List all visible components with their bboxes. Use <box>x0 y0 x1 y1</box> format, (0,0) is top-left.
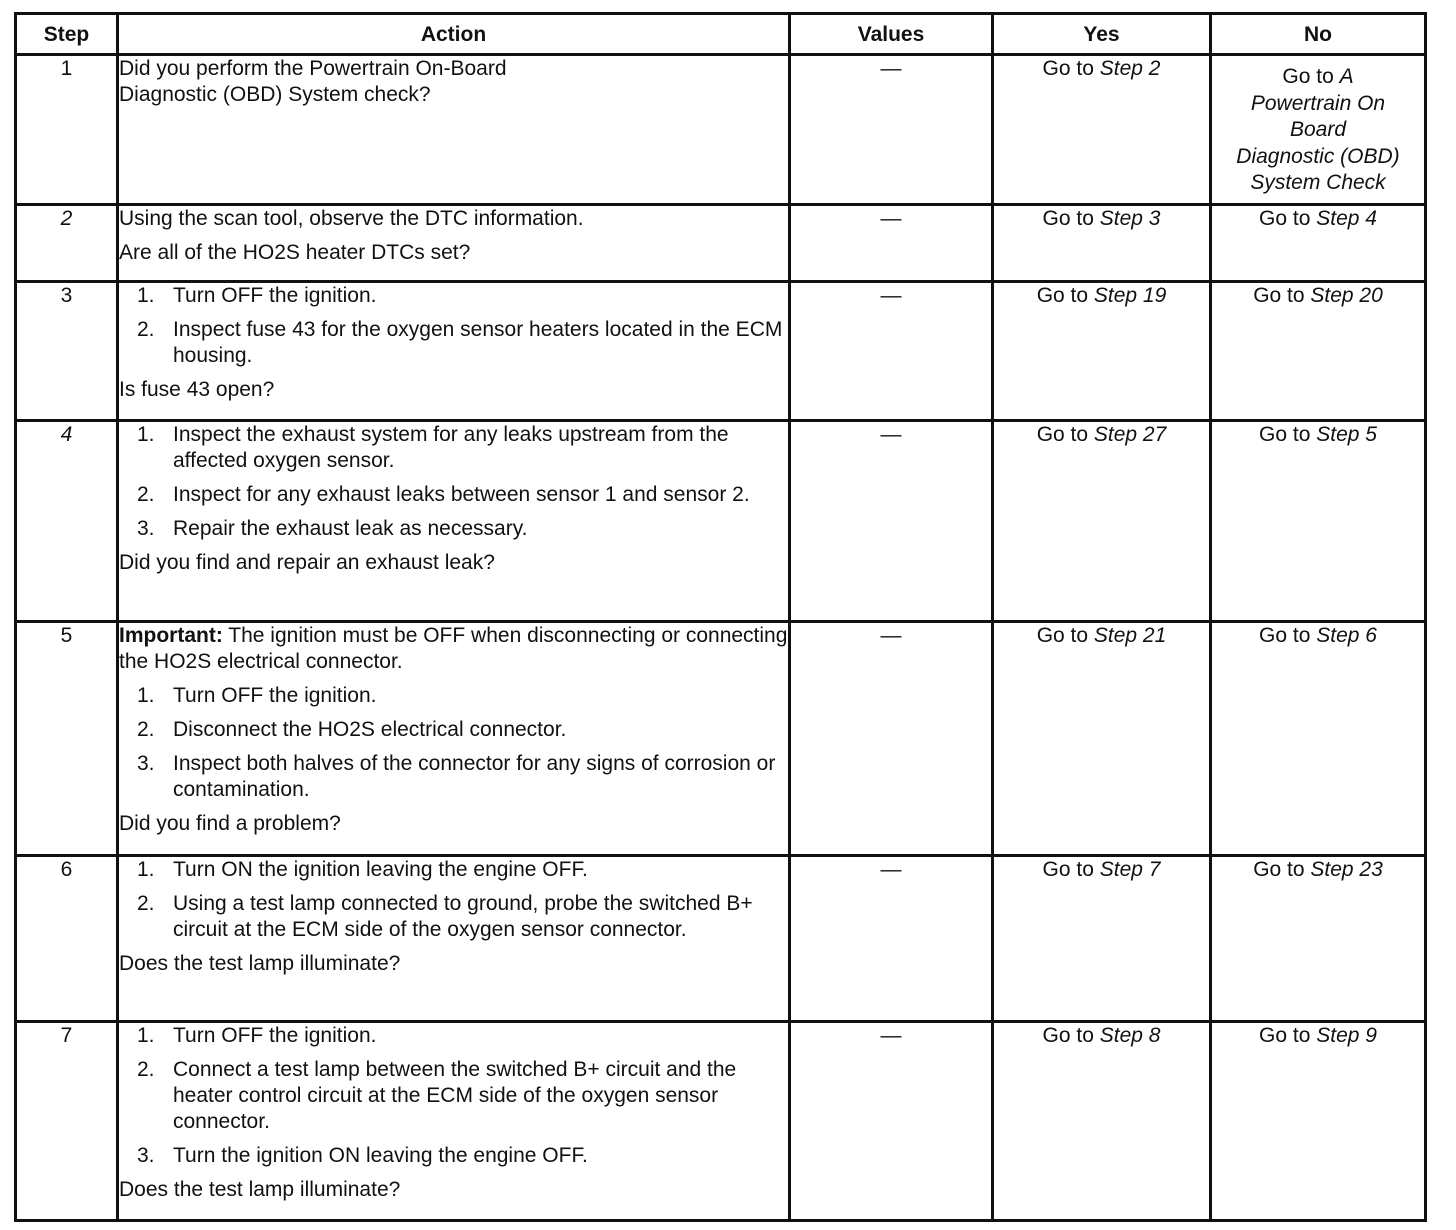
no-link-line: System Check <box>1250 171 1386 194</box>
no-step-link: Step 6 <box>1316 624 1377 647</box>
action-cell <box>118 856 790 1022</box>
header-yes: Yes <box>993 14 1211 55</box>
table-row <box>16 421 1426 622</box>
no-prefix: Go to <box>1259 423 1317 446</box>
action-intro: Using the scan tool, observe the DTC information. <box>119 207 584 230</box>
action-cell <box>118 622 790 856</box>
item-number: 1. <box>137 684 155 707</box>
item-text: Using a test lamp connected to ground, probe the switched B+ circuit at the ECM side of the oxygen sensor connector. <box>173 892 753 941</box>
no-cell <box>1211 205 1426 282</box>
item-number: 2. <box>137 1058 155 1081</box>
action-step-item <box>119 1143 788 1169</box>
yes-cell <box>993 282 1211 421</box>
values-cell: — <box>790 282 993 421</box>
action-step-item <box>119 317 788 369</box>
header-values: Values <box>790 14 993 55</box>
table-row <box>16 282 1426 421</box>
action-steps-list <box>119 1023 788 1169</box>
no-link-line: Diagnostic (OBD) <box>1236 144 1400 168</box>
item-number: 1. <box>137 1024 155 1047</box>
action-text-line: Diagnostic (OBD) System check? <box>119 83 431 106</box>
action-cell <box>118 1022 790 1221</box>
action-cell <box>118 55 790 205</box>
no-cell <box>1211 856 1426 1022</box>
item-number: 2. <box>137 718 155 741</box>
yes-cell <box>993 1022 1211 1221</box>
no-link-line: A <box>1339 65 1354 88</box>
yes-step-link: Step 21 <box>1093 624 1167 647</box>
step-number: 6 <box>16 856 118 1022</box>
table-row <box>16 55 1426 205</box>
values-cell: — <box>790 856 993 1022</box>
item-text: Turn OFF the ignition. <box>173 684 377 707</box>
item-number: 2. <box>137 483 155 506</box>
item-number: 3. <box>137 752 155 775</box>
item-number: 1. <box>137 423 155 446</box>
step-number: 7 <box>16 1022 118 1221</box>
action-step-item <box>119 516 788 542</box>
yes-prefix: Go to <box>1042 1024 1100 1047</box>
no-prefix: Go to <box>1282 65 1340 88</box>
no-cell <box>1211 622 1426 856</box>
action-question: Does the test lamp illuminate? <box>119 952 401 975</box>
values-cell: — <box>790 421 993 622</box>
no-prefix: Go to <box>1253 858 1311 881</box>
action-step-item <box>119 891 788 943</box>
yes-prefix: Go to <box>1042 57 1100 80</box>
action-cell <box>118 205 790 282</box>
important-note <box>119 623 788 675</box>
item-text: Inspect fuse 43 for the oxygen sensor heaters located in the ECM housing. <box>173 318 783 367</box>
no-prefix: Go to <box>1259 207 1317 230</box>
yes-step-link: Step 8 <box>1099 1024 1161 1047</box>
item-text: Turn OFF the ignition. <box>173 1024 377 1047</box>
action-steps-list <box>119 857 788 943</box>
item-number: 3. <box>137 1144 155 1167</box>
action-step-item <box>119 283 788 309</box>
no-cell <box>1211 421 1426 622</box>
action-question: Does the test lamp illuminate? <box>119 1178 401 1201</box>
header-step: Step <box>16 14 118 55</box>
header-action: Action <box>118 14 790 55</box>
important-text: The ignition must be OFF when disconnecting or connecting the HO2S electrical connector. <box>119 624 788 673</box>
yes-step-link: Step 3 <box>1099 207 1161 230</box>
yes-cell <box>993 55 1211 205</box>
yes-cell <box>993 205 1211 282</box>
no-prefix: Go to <box>1253 284 1311 307</box>
action-question: Is fuse 43 open? <box>119 378 275 401</box>
action-cell <box>118 282 790 421</box>
yes-prefix: Go to <box>1042 858 1100 881</box>
yes-cell <box>993 622 1211 856</box>
action-question: Are all of the HO2S heater DTCs set? <box>119 241 471 264</box>
step-number: 5 <box>16 622 118 856</box>
action-steps-list <box>119 422 788 542</box>
action-step-item <box>119 482 788 508</box>
item-text: Turn the ignition ON leaving the engine OFF. <box>173 1144 588 1167</box>
no-prefix: Go to <box>1259 1024 1317 1047</box>
action-question: Did you find a problem? <box>119 812 341 835</box>
diagnostic-table <box>14 12 1427 1222</box>
action-text-line: Did you perform the Powertrain On-Board <box>119 57 507 80</box>
yes-step-link: Step 2 <box>1099 57 1161 80</box>
header-no: No <box>1211 14 1426 55</box>
table-row <box>16 622 1426 856</box>
item-text: Inspect the exhaust system for any leaks upstream from the affected oxygen sensor. <box>173 423 729 472</box>
no-cell <box>1211 282 1426 421</box>
item-number: 2. <box>137 892 155 915</box>
yes-prefix: Go to <box>1042 207 1100 230</box>
yes-prefix: Go to <box>1036 423 1094 446</box>
step-number: 1 <box>16 55 118 205</box>
values-cell: — <box>790 205 993 282</box>
item-number: 1. <box>137 858 155 881</box>
table-row <box>16 856 1426 1022</box>
action-step-item <box>119 1057 788 1135</box>
values-cell: — <box>790 55 993 205</box>
no-step-link: Step 5 <box>1316 423 1377 446</box>
action-steps-list <box>119 683 788 803</box>
values-cell: — <box>790 622 993 856</box>
yes-step-link: Step 7 <box>1099 858 1161 881</box>
no-cell <box>1211 1022 1426 1221</box>
action-step-item <box>119 751 788 803</box>
yes-cell <box>993 856 1211 1022</box>
item-text: Turn OFF the ignition. <box>173 284 377 307</box>
action-step-item <box>119 683 788 709</box>
no-cell <box>1211 55 1426 205</box>
item-text: Inspect for any exhaust leaks between sensor 1 and sensor 2. <box>173 483 750 506</box>
yes-prefix: Go to <box>1036 624 1094 647</box>
item-text: Repair the exhaust leak as necessary. <box>173 517 528 540</box>
action-step-item <box>119 422 788 474</box>
table-row <box>16 1022 1426 1221</box>
item-number: 2. <box>137 318 155 341</box>
no-step-link: Step 23 <box>1310 858 1383 881</box>
item-text: Disconnect the HO2S electrical connector. <box>173 718 567 741</box>
yes-step-link: Step 27 <box>1093 423 1167 446</box>
no-link-line: Powertrain On <box>1250 91 1386 115</box>
yes-prefix: Go to <box>1036 284 1094 307</box>
item-number: 3. <box>137 517 155 540</box>
item-text: Turn ON the ignition leaving the engine OFF. <box>173 858 588 881</box>
no-step-link: Step 4 <box>1316 207 1377 230</box>
header-row <box>16 14 1426 55</box>
item-text: Connect a test lamp between the switched B+ circuit and the heater control circuit at the ECM side of the oxygen sensor connector. <box>173 1058 737 1133</box>
item-text: Inspect both halves of the connector for any signs of corrosion or contamination. <box>173 752 776 801</box>
action-steps-list <box>119 283 788 369</box>
step-number: 2 <box>16 205 118 282</box>
step-number: 4 <box>16 421 118 622</box>
values-cell: — <box>790 1022 993 1221</box>
no-link-line: Board <box>1289 118 1347 141</box>
important-label: Important: <box>119 624 223 647</box>
table-row <box>16 205 1426 282</box>
action-cell <box>118 421 790 622</box>
item-number: 1. <box>137 284 155 307</box>
step-number: 3 <box>16 282 118 421</box>
yes-step-link: Step 19 <box>1093 284 1167 307</box>
no-prefix: Go to <box>1259 624 1317 647</box>
action-question: Did you find and repair an exhaust leak? <box>119 551 495 574</box>
action-step-item <box>119 717 788 743</box>
action-step-item <box>119 1023 788 1049</box>
no-step-link: Step 9 <box>1316 1024 1377 1047</box>
yes-cell <box>993 421 1211 622</box>
action-step-item <box>119 857 788 883</box>
no-step-link: Step 20 <box>1310 284 1383 307</box>
